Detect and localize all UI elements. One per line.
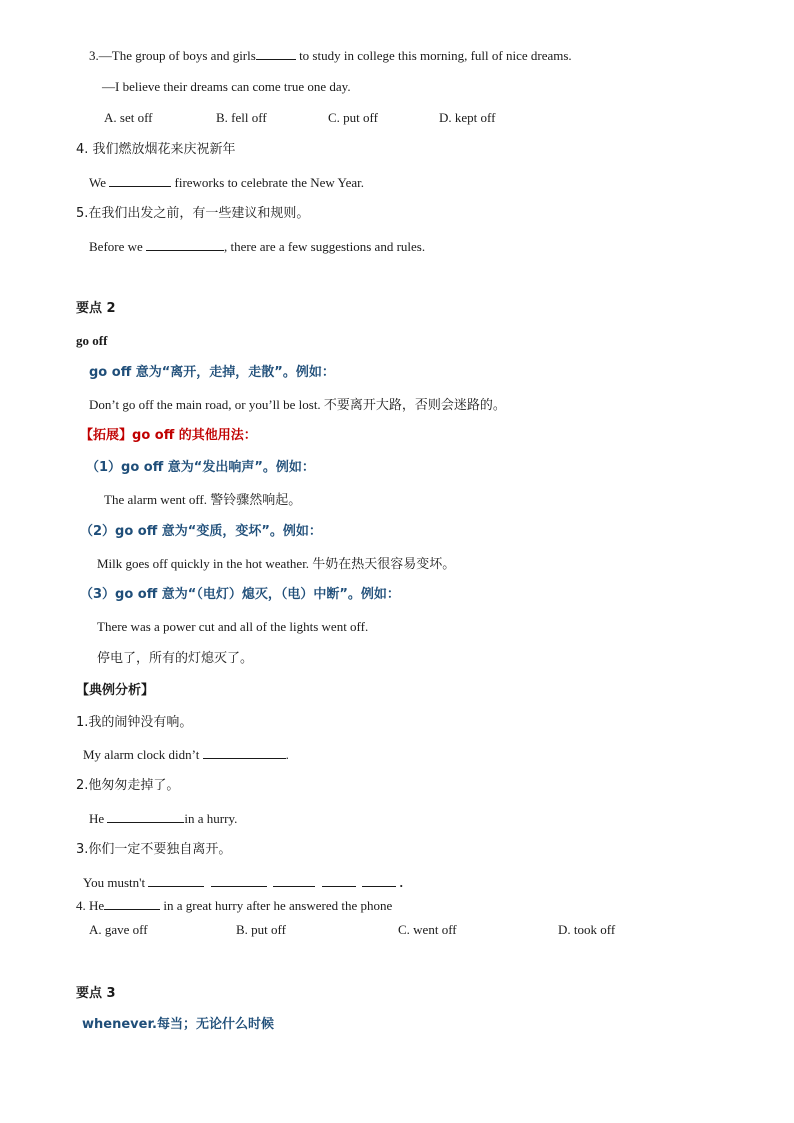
typical-q3-blank-3[interactable] bbox=[273, 874, 315, 887]
typical-q3-blank-5[interactable] bbox=[362, 874, 396, 887]
typical-q4-option-a[interactable]: A. gave off bbox=[89, 922, 148, 937]
point2-extension bbox=[80, 428, 257, 444]
q3-options bbox=[104, 110, 495, 126]
typical-q4-stem-part1: 4. He bbox=[76, 898, 105, 913]
usage2-example: Milk goes off quickly in the hot weather. 牛奶在热天很容易变坏。 bbox=[97, 556, 456, 571]
usage3-title: （3）go off 意为“（电灯）熄灭，（电）中断”。例如： bbox=[80, 587, 400, 602]
usage3-example-en: There was a power cut and all of the lights went off. bbox=[97, 619, 369, 634]
typical-q3-period: . bbox=[399, 875, 403, 890]
q4-english bbox=[89, 174, 364, 191]
q5-english-part2: , there are a few suggestions and rules. bbox=[224, 239, 426, 254]
q3-option-b[interactable]: B. fell off bbox=[216, 110, 267, 125]
q5-english bbox=[89, 238, 425, 255]
typical-q1-blank[interactable] bbox=[203, 746, 286, 759]
q4-english-part1: We bbox=[89, 175, 110, 190]
typical-q4-stem-part2: in a great hurry after he answered the phone bbox=[160, 898, 393, 913]
usage3-example-cn: 停电了，所有的灯熄灭了。 bbox=[97, 651, 254, 666]
typical-q2-english-part1: He bbox=[89, 811, 108, 826]
point2-meaning: go off 意为“离开，走掉，走散”。例如： bbox=[89, 365, 335, 380]
typical-q3-english bbox=[83, 874, 403, 891]
typical-q4-option-c[interactable]: C. went off bbox=[398, 922, 457, 937]
q4-english-part2: fireworks to celebrate the New Year. bbox=[171, 175, 365, 190]
q5-chinese: 5.在我们出发之前，有一些建议和规则。 bbox=[76, 206, 310, 221]
q3-stem bbox=[89, 47, 572, 64]
q4-chinese: 4. 我们燃放烟花来庆祝新年 bbox=[76, 142, 236, 157]
q3-stem-part2: to study in college this morning, full of nice dreams. bbox=[295, 48, 572, 63]
q3-option-c[interactable]: C. put off bbox=[328, 110, 378, 125]
typical-q2-english-part2: in a hurry. bbox=[184, 811, 238, 826]
point2-heading: 要点 2 bbox=[76, 301, 116, 316]
q4-blank[interactable] bbox=[109, 174, 171, 187]
point2-phrase: go off bbox=[76, 333, 108, 348]
typical-heading: 【典例分析】 bbox=[76, 683, 155, 698]
extension-bracket-label: 【拓展】 bbox=[80, 428, 133, 443]
q3-option-a[interactable]: A. set off bbox=[104, 110, 153, 125]
point2-example: Don’t go off the main road, or you’ll be lost. 不要离开大路，否则会迷路的。 bbox=[89, 397, 506, 412]
typical-q1-period: . bbox=[285, 747, 289, 762]
typical-q3-blank-4[interactable] bbox=[322, 874, 356, 887]
typical-q2-english bbox=[89, 810, 237, 827]
usage2-title: （2）go off 意为“变质，变坏”。例如： bbox=[80, 524, 322, 539]
typical-q4-option-b[interactable]: B. put off bbox=[236, 922, 286, 937]
typical-q1-english-text: My alarm clock didn’t bbox=[83, 747, 203, 762]
q5-english-part1: Before we bbox=[89, 239, 147, 254]
typical-q2-blank[interactable] bbox=[107, 810, 184, 823]
q3-option-d[interactable]: D. kept off bbox=[439, 110, 496, 125]
typical-q4-option-d[interactable]: D. took off bbox=[558, 922, 616, 937]
extension-text: go off 的其他用法： bbox=[132, 428, 257, 443]
q3-response: —I believe their dreams can come true one day. bbox=[102, 79, 351, 94]
typical-q4-stem bbox=[76, 897, 392, 914]
usage1-title: （1）go off 意为“发出响声”。例如： bbox=[86, 460, 315, 475]
typical-q3-chinese: 3.你们一定不要独自离开。 bbox=[76, 842, 232, 857]
typical-q4-options bbox=[89, 922, 615, 938]
point3-phrase: whenever.每当；无论什么时候 bbox=[82, 1017, 274, 1032]
typical-q3-blank-1[interactable] bbox=[148, 874, 204, 887]
q5-blank[interactable] bbox=[146, 238, 224, 251]
typical-q4-blank[interactable] bbox=[104, 897, 160, 910]
point3-heading: 要点 3 bbox=[76, 986, 116, 1001]
typical-q2-chinese: 2.他匆匆走掉了。 bbox=[76, 778, 180, 793]
typical-q1-chinese: 1.我的闹钟没有响。 bbox=[76, 715, 193, 730]
q3-blank[interactable] bbox=[256, 47, 296, 60]
typical-q1-english bbox=[83, 746, 289, 763]
typical-q3-blank-2[interactable] bbox=[211, 874, 267, 887]
usage1-example: The alarm went off. 警铃骤然响起。 bbox=[104, 492, 302, 507]
typical-q3-english-text: You mustn't bbox=[83, 875, 149, 890]
q3-stem-part1: 3.—The group of boys and girls bbox=[89, 48, 256, 63]
